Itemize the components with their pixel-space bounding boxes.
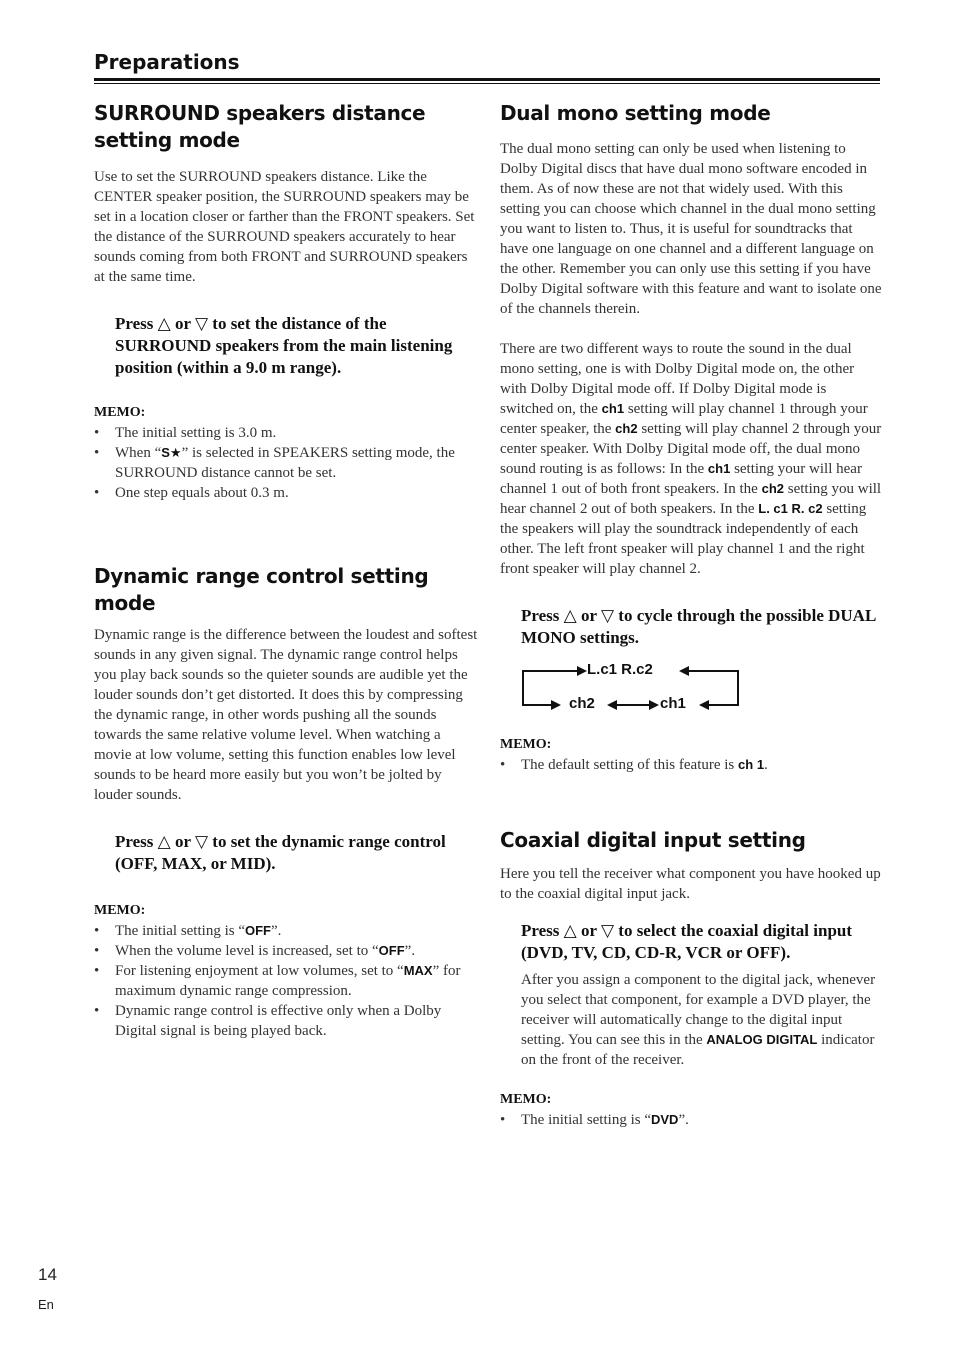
keyword: DVD — [650, 1112, 679, 1127]
coaxial-subtext: After you assign a component to the digital jack, whenever you select that component, for example a DVD player, the receiver will automatically change to the digital input setting. You can see this in the ANALOG DIGITAL indicator on the front of the receiver. — [521, 972, 876, 1068]
dualmono-body-1: The dual mono setting can only be used when listening to Dolby Digital discs that have dual mono software encoded in them. As of now these are not that widely used. With this setting you can choose which channel in the dual mono setting you want to listen to. Thus, it is useful for soundtracks that have one language on one channel and a different language on the other. Remember you can only use this setting if you have Dolby Digital software with this feature and want to isolate one of the channels therein. — [500, 141, 882, 317]
keyword: L. c1 R. c2 — [758, 501, 823, 516]
memo-item: • Dynamic range control is effective only when a Dolby Digital signal is being played back. — [94, 1001, 478, 1041]
dynamic-memo-list — [94, 921, 478, 1041]
diagram-label-lc1rc2: L.c1 R.c2 — [587, 661, 653, 678]
surround-body: Use to set the SURROUND speakers distance. Like the CENTER speaker position, the SURROUND speakers may be set in a location closer or farther than the FRONT speakers. Set the distance of the SURROUND speakers accurately to hear sounds coming from both FRONT and SURROUND speakers at the same time. — [94, 169, 475, 285]
memo-item: • When the volume level is increased, set to “OFF”. — [94, 941, 478, 961]
dualmono-memo-title: MEMO: — [500, 737, 552, 752]
keyword: ch1 — [707, 461, 731, 476]
keyword: ch2 — [761, 481, 784, 496]
dynamic-heading: Dynamic range control setting mode — [94, 564, 429, 615]
coaxial-memo-list — [500, 1110, 882, 1130]
coaxial-body: Here you tell the receiver what component you have hooked up to the coaxial digital input jack. — [500, 866, 881, 902]
page-language: En — [38, 1297, 54, 1312]
memo-item: • One step equals about 0.3 m. — [94, 483, 478, 503]
coaxial-instruction: Press △ or ▽ to select the coaxial digital input (DVD, TV, CD, CD-R, VCR or OFF). — [521, 921, 853, 962]
keyword: MAX — [403, 963, 433, 978]
dualmono-cycle-diagram — [521, 663, 741, 711]
dynamic-memo-title: MEMO: — [94, 903, 146, 918]
keyword: OFF — [244, 923, 271, 938]
dualmono-memo-list — [500, 755, 882, 775]
right-column — [500, 100, 882, 1130]
left-column — [94, 100, 478, 1041]
keyword: ch1 — [601, 401, 625, 416]
dualmono-heading: Dual mono setting mode — [500, 101, 771, 125]
coaxial-heading: Coaxial digital input setting — [500, 828, 806, 852]
memo-item: • The initial setting is “DVD”. — [500, 1110, 882, 1130]
keyword: ANALOG DIGITAL — [706, 1032, 818, 1047]
keyword: ch2 — [615, 421, 638, 436]
dynamic-body: Dynamic range is the difference between the loudest and softest sounds in any given signal. The dynamic range control helps you play back sounds so the quieter sounds are audible yet the louder sounds don’t get distorted. It does this by compressing the dynamic range, in other words pushing all the sounds towards the same relative volume level. When watching a movie at low volume, setting this function enables low level sounds to be heard more easily but you won’t be jolted by louder sounds. — [94, 627, 478, 803]
coaxial-memo-title: MEMO: — [500, 1092, 552, 1107]
dualmono-instruction: Press △ or ▽ to cycle through the possible DUAL MONO settings. — [521, 606, 876, 647]
keyword: ch 1 — [738, 757, 765, 772]
surround-heading: SURROUND speakers distance setting mode — [94, 101, 426, 152]
header-rule-thin — [94, 83, 880, 84]
keyword: S★ — [161, 445, 182, 460]
dualmono-body-2: There are two different ways to route the sound in the dual mono setting, one is with Dolby Digital mode on, the other with Dolby Digital mode off. If Dolby Digital mode is switched on, the ch1 setting will play channel 1 through your center speaker, the ch2 setting will play channel 2 through your center speaker. With Dolby Digital mode off, the dual mono sound routing is as follows: In the ch1 setting your will hear channel 1 out of both front speakers. In the ch2 setting you will hear channel 2 out of both speakers. In the L. c1 R. c2 setting the speakers will play the soundtrack independently of each other. The left front speaker will play channel 1 and the right front speaker will play channel 2. — [500, 341, 882, 577]
keyword: OFF — [378, 943, 405, 958]
memo-item: • The default setting of this feature is ch 1. — [500, 755, 882, 775]
dynamic-instruction: Press △ or ▽ to set the dynamic range control (OFF, MAX, or MID). — [115, 832, 446, 873]
header-rule-thick — [94, 78, 880, 81]
surround-memo-title: MEMO: — [94, 405, 146, 420]
memo-item: • The initial setting is 3.0 m. — [94, 423, 478, 443]
diagram-label-ch1: ch1 — [660, 695, 686, 712]
diagram-label-ch2: ch2 — [569, 695, 595, 712]
memo-item: • For listening enjoyment at low volumes, set to “MAX” for maximum dynamic range compression. — [94, 961, 478, 1001]
surround-memo-list — [94, 423, 478, 503]
memo-item: • When “S★” is selected in SPEAKERS setting mode, the SURROUND distance cannot be set. — [94, 443, 478, 483]
section-header: Preparations — [94, 50, 240, 74]
page-number: 14 — [38, 1265, 57, 1284]
memo-item: • The initial setting is “OFF”. — [94, 921, 478, 941]
surround-instruction: Press △ or ▽ to set the distance of the SURROUND speakers from the main listening position (within a 9.0 m range). — [115, 314, 453, 377]
